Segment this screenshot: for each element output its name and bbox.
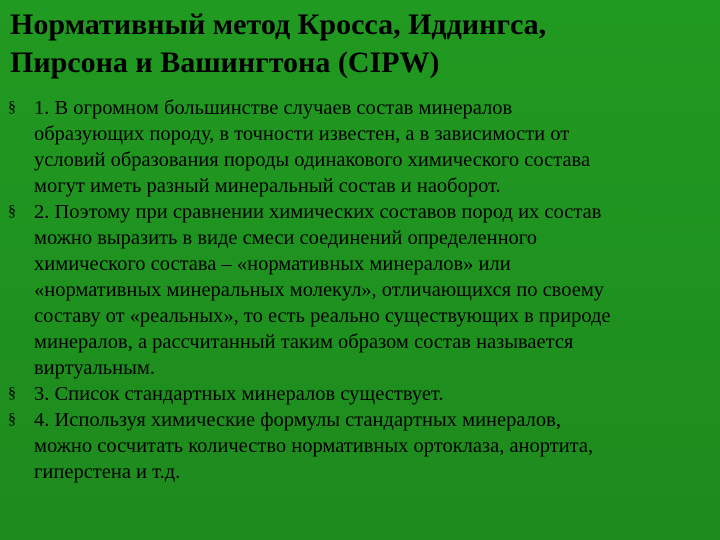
bullet-4-line-3: гиперстена и т.д. <box>34 461 181 483</box>
bullet-marker-icon: § <box>8 203 16 220</box>
slide-title-line-1: Нормативный метод Кросса, Иддингса, <box>10 8 547 41</box>
bullet-marker-icon: § <box>8 99 16 116</box>
bullet-2-line-1: 2. Поэтому при сравнении химических составов пород их состав <box>34 201 602 223</box>
bullet-item-3 <box>8 381 718 407</box>
bullet-2-line-3: химического состава – «нормативных минералов» или <box>34 253 511 275</box>
bullet-2-line-4: «нормативных минеральных молекул», отличающихся по своему <box>34 279 605 301</box>
bullet-marker-icon: § <box>8 411 16 428</box>
bullet-item-1 <box>8 95 718 199</box>
bullet-marker-icon: § <box>8 385 16 402</box>
bullet-3-line-1: 3. Список стандартных минералов существует. <box>34 383 444 405</box>
bullet-1-line-3: условий образования породы одинакового химического состава <box>34 149 591 171</box>
bullet-2-line-2: можно выразить в виде смеси соединений определенного <box>34 227 537 249</box>
bullet-4-line-1: 4. Используя химические формулы стандартных минералов, <box>34 409 561 431</box>
bullet-list <box>8 95 718 485</box>
bullet-item-2 <box>8 199 718 381</box>
bullet-1-line-1: 1. В огромном большинстве случаев состав минералов <box>34 97 513 119</box>
slide-title-line-2: Пирсона и Вашингтона (CIPW) <box>10 46 440 79</box>
bullet-2-line-5: составу от «реальных», то есть реально существующих в природе <box>34 305 611 327</box>
bullet-2-line-6: минералов, а рассчитанный таким образом состав называется <box>34 331 574 353</box>
bullet-1-line-4: могут иметь разный минеральный состав и наоборот. <box>34 175 501 197</box>
bullet-1-line-2: образующих породу, в точности известен, а в зависимости от <box>34 123 570 145</box>
bullet-2-line-7: виртуальным. <box>34 357 155 379</box>
bullet-item-4 <box>8 407 718 485</box>
slide-title <box>10 6 710 82</box>
bullet-4-line-2: можно сосчитать количество нормативных ортоклаза, анортита, <box>34 435 594 457</box>
